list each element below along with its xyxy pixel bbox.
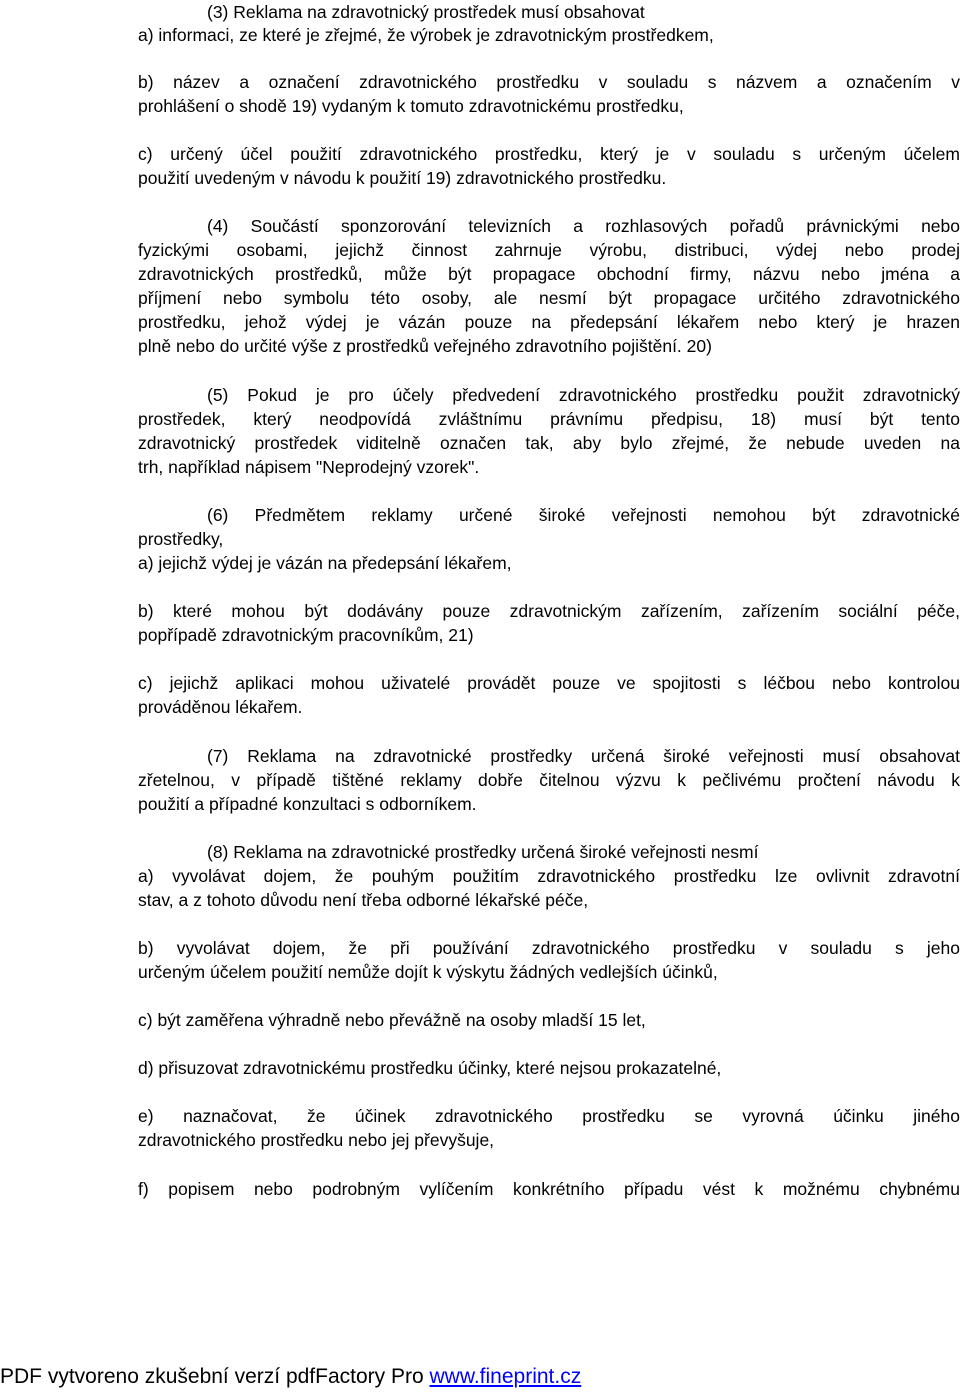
paragraph-8-heading: (8) Reklama na zdravotnické prostředky určená široké veřejnosti nesmí (207, 842, 759, 862)
paragraph-4-line3: zdravotnických prostředků, může být propagace obchodní firmy, názvu nebo jména a (138, 264, 960, 284)
paragraph-8-item-b-line1: b) vyvolávat dojem, že při používání zdravotnického prostředku v souladu s jeho (138, 938, 960, 958)
paragraph-8-item-e-line2: zdravotnického prostředku nebo jej převyšuje, (138, 1130, 495, 1150)
paragraph-6-line1: (6) Předmětem reklamy určené široké veřejnosti nemohou být zdravotnické (207, 505, 960, 525)
paragraph-4-line5: prostředku, jehož výdej je vázán pouze na předepsání lékařem nebo který je hrazen (138, 312, 960, 332)
paragraph-7-line2: zřetelnou, v případě tištěné reklamy dobře čitelnou výzvu k pečlivému pročtení návodu k (138, 770, 960, 790)
paragraph-4-line6: plně nebo do určité výše z prostředků veřejného zdravotního pojištění. 20) (138, 336, 712, 356)
paragraph-4-line1: (4) Součástí sponzorování televizních a rozhlasových pořadů právnickými nebo (207, 216, 960, 236)
paragraph-8-item-d: d) přisuzovat zdravotnickému prostředku účinky, které nejsou prokazatelné, (138, 1058, 722, 1078)
paragraph-6-item-c-line2: prováděnou lékařem. (138, 697, 303, 717)
paragraph-8-item-e-line1: e) naznačovat, že účinek zdravotnického prostředku se vyrovná účinku jiného (138, 1106, 960, 1126)
paragraph-6-line2: prostředky, (138, 529, 224, 549)
paragraph-8-item-a-line2: stav, a z tohoto důvodu není třeba odborné lékařské péče, (138, 890, 589, 910)
paragraph-3-item-c-line1: c) určený účel použití zdravotnického prostředku, který je v souladu s určeným účelem (138, 144, 960, 164)
footer-text: PDF vytvoreno zkušební verzí pdfFactory Pro (0, 1365, 430, 1388)
paragraph-8-item-a-line1: a) vyvolávat dojem, že pouhým použitím zdravotnického prostředku lze ovlivnit zdravotní (138, 866, 960, 886)
paragraph-4-line2: fyzickými osobami, jejichž činnost zahrnuje výrobu, distribuci, výdej nebo prodej (138, 240, 960, 260)
paragraph-3-heading: (3) Reklama na zdravotnický prostředek musí obsahovat (207, 2, 645, 22)
paragraph-3-item-b-line2: prohlášení o shodě 19) vydaným k tomuto zdravotnickému prostředku, (138, 96, 684, 116)
paragraph-7-line3: použití a případné konzultaci s odborníkem. (138, 794, 477, 814)
paragraph-3-item-a: a) informaci, ze které je zřejmé, že výrobek je zdravotnickým prostředkem, (138, 25, 714, 45)
paragraph-5-line3: zdravotnický prostředek viditelně označen tak, aby bylo zřejmé, že nebude uveden na (138, 433, 960, 453)
paragraph-3-item-c-line2: použití uvedeným v návodu k použití 19) zdravotnického prostředku. (138, 168, 667, 188)
paragraph-6-item-c-line1: c) jejichž aplikaci mohou uživatelé provádět pouze ve spojitosti s léčbou nebo kontrolou (138, 673, 960, 693)
paragraph-8-item-c: c) být zaměřena výhradně nebo převážně na osoby mladší 15 let, (138, 1010, 646, 1030)
paragraph-5-line4: trh, například nápisem "Neprodejný vzorek". (138, 457, 480, 477)
footer-link[interactable]: www.fineprint.cz (429, 1365, 582, 1388)
paragraph-7-line1: (7) Reklama na zdravotnické prostředky určená široké veřejnosti musí obsahovat (207, 746, 960, 766)
paragraph-3-item-b-line1: b) název a označení zdravotnického prostředku v souladu s názvem a označením v (138, 72, 960, 92)
paragraph-5-line2: prostředek, který neodpovídá zvláštnímu právnímu předpisu, 18) musí být tento (138, 409, 960, 429)
pdf-watermark-footer (0, 1362, 960, 1392)
paragraph-5-line1: (5) Pokud je pro účely předvedení zdravotnického prostředku použit zdravotnický (207, 385, 960, 405)
paragraph-8-item-b-line2: určeným účelem použití nemůže dojít k výskytu žádných vedlejších účinků, (138, 962, 718, 982)
paragraph-8-item-f-line1: f) popisem nebo podrobným vylíčením konkrétního případu vést k možnému chybnému (138, 1179, 960, 1199)
paragraph-4-line4: příjmení nebo symbolu této osoby, ale nesmí být propagace určitého zdravotnického (138, 288, 960, 308)
paragraph-6-item-a: a) jejichž výdej je vázán na předepsání lékařem, (138, 553, 512, 573)
paragraph-6-item-b-line1: b) které mohou být dodávány pouze zdravotnickým zařízením, zařízením sociální péče, (138, 601, 960, 621)
paragraph-6-item-b-line2: popřípadě zdravotnickým pracovníkům, 21) (138, 625, 474, 645)
